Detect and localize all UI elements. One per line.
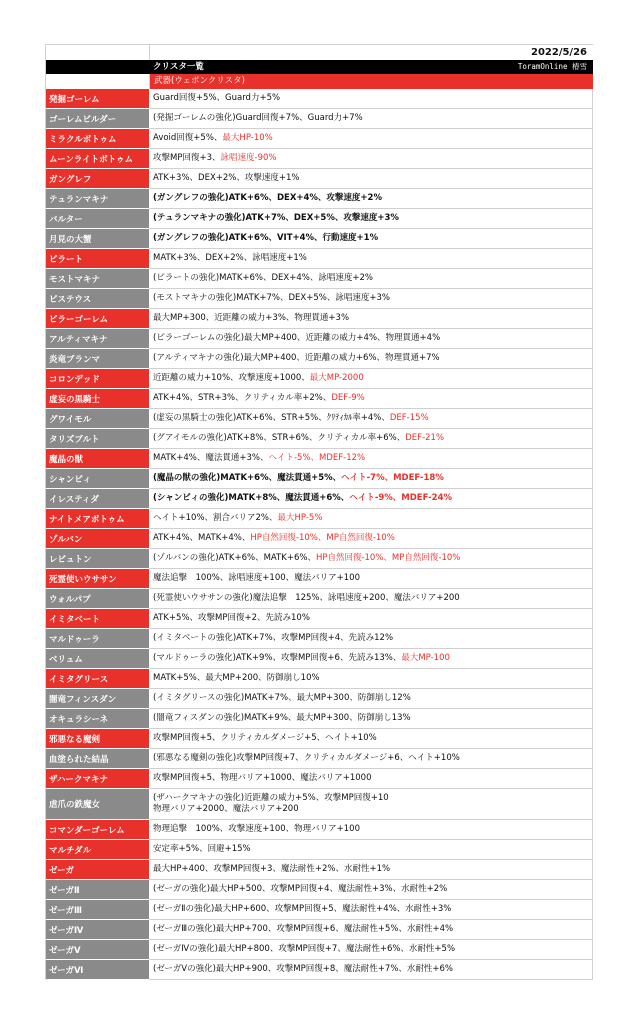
- crysta-effect: [149, 649, 593, 668]
- crysta-name: ザハークマキナ: [46, 769, 149, 789]
- crysta-name: ゼーガ: [46, 860, 149, 880]
- date-row: [46, 45, 593, 60]
- crysta-name: テュランマキナ: [46, 189, 149, 209]
- crysta-effect: [149, 629, 593, 648]
- crysta-effect-text: [153, 453, 365, 464]
- crysta-effect-text: [153, 153, 276, 164]
- crysta-effect-text: [153, 824, 360, 835]
- effect-text: (ピラーゴーレムの強化)最大MP+400、近距離の威力+4%、物理貫通+4%: [153, 333, 441, 343]
- crysta-effect: [149, 449, 593, 468]
- table-row: [46, 589, 593, 609]
- table-row: [46, 820, 593, 840]
- crysta-name: マルドゥーラ: [46, 629, 149, 649]
- table-row: [46, 149, 593, 169]
- table-row: [46, 609, 593, 629]
- table-row: [46, 529, 593, 549]
- table-row: [46, 349, 593, 369]
- crysta-name: アルティマキナ: [46, 329, 149, 349]
- table-row: [46, 549, 593, 569]
- table-row: [46, 249, 593, 269]
- crysta-effect: [149, 469, 593, 488]
- table-row: [46, 749, 593, 769]
- table-row: [46, 449, 593, 469]
- crysta-effect-text: [153, 253, 307, 264]
- table-row: [46, 269, 593, 289]
- crysta-name: グワイモル: [46, 409, 149, 429]
- table-row: [46, 409, 593, 429]
- crysta-name: ゼーガⅥ: [46, 960, 149, 980]
- effect-text: (アルティマキナの強化)最大MP+400、近距離の威力+6%、物理貫通+7%: [153, 353, 440, 363]
- crysta-effect: [149, 569, 593, 588]
- effect-penalty-text: ヘイト-7%、MDEF-18%: [341, 473, 444, 483]
- crysta-name: 月見の大蟹: [46, 229, 149, 249]
- table-row: [46, 329, 593, 349]
- effect-penalty-text: 最大MP-2000: [309, 373, 364, 383]
- crysta-effect: [149, 389, 593, 408]
- crysta-effect: [149, 349, 593, 368]
- crysta-effect: [149, 89, 593, 108]
- crysta-name: ミラクルボトゥム: [46, 129, 149, 149]
- crysta-effect-text: [153, 884, 447, 895]
- table-row: [46, 880, 593, 900]
- table-row: [46, 709, 593, 729]
- crysta-name: ピラート: [46, 249, 149, 269]
- crysta-effect-text: [153, 373, 364, 384]
- crysta-effect-text: [153, 193, 382, 204]
- crysta-effect: [149, 489, 593, 508]
- section-header-spacer: [46, 74, 150, 89]
- effect-text: (魔晶の獣の強化)MATK+6%、魔法貫通+5%、: [153, 473, 342, 483]
- crysta-name: コロンデッド: [46, 369, 149, 389]
- effect-text: (ガングレフの強化)ATK+6%、DEX+4%、攻撃速度+2%: [153, 193, 382, 203]
- table-row: [46, 940, 593, 960]
- crysta-name: ゼーガⅢ: [46, 900, 149, 920]
- section-header: [46, 74, 593, 89]
- crysta-name: ピラーゴーレム: [46, 309, 149, 329]
- table-row: [46, 840, 593, 860]
- table-row: [46, 189, 593, 209]
- crysta-name: 闇竜フィンスダン: [46, 689, 149, 709]
- effect-text: ヘイト+10%、割合バリア2%、: [153, 513, 278, 523]
- crysta-effect: [149, 709, 593, 728]
- crysta-effect: [149, 729, 593, 748]
- table-row: [46, 109, 593, 129]
- crysta-name: ゼーガⅡ: [46, 880, 149, 900]
- effect-penalty-text: HP自然回復-10%、MP自然回復-10%: [250, 533, 395, 543]
- crysta-sheet: [45, 44, 593, 980]
- table-row: [46, 649, 593, 669]
- effect-text: MATK+3%、DEX+2%、詠唱速度+1%: [153, 253, 307, 263]
- title-bar-content: [149, 60, 593, 74]
- crysta-effect: [149, 529, 593, 548]
- effect-text: 近距離の威力+10%、攻撃速度+1000、: [153, 373, 310, 383]
- crysta-name: 魔晶の獣: [46, 449, 149, 469]
- crysta-name: コマンダーゴーレム: [46, 820, 149, 840]
- table-row: [46, 860, 593, 880]
- effect-text: ATK+5%、攻撃MP回復+2、先読み10%: [153, 613, 310, 623]
- effect-text: (ゼーガⅣの強化)最大HP+800、攻撃MP回復+7、魔法耐性+6%、水耐性+5%: [153, 944, 456, 954]
- table-row: [46, 429, 593, 449]
- table-row: [46, 469, 593, 489]
- table-row: [46, 569, 593, 589]
- effect-text: Guard回復+5%、Guard力+5%: [153, 93, 281, 103]
- crysta-effect: [149, 900, 593, 919]
- crysta-effect-text: [153, 93, 280, 104]
- crysta-effect-text: [153, 273, 373, 284]
- crysta-name: ムーンライトボトゥム: [46, 149, 149, 169]
- crysta-name: 虐爪の鉄魔女: [46, 789, 149, 820]
- crysta-effect-text: [153, 964, 453, 975]
- crysta-effect: [149, 860, 593, 879]
- effect-penalty-text: DEF-9%: [331, 393, 365, 403]
- effect-text: (グアイモルの強化)ATK+8%、STR+6%、クリティカル率+6%、: [153, 433, 406, 443]
- effect-text: (ガングレフの強化)ATK+6%、VIT+4%、行動速度+1%: [153, 233, 379, 243]
- effect-text: (邪悪なる魔剣の強化)攻撃MP回復+7、クリティカルダメージ+6、ヘイト+10%: [153, 753, 460, 763]
- effect-text: MATK+4%、魔法貫通+3%、: [153, 453, 269, 463]
- effect-text: (シャンビィの強化)MATK+8%、魔法貫通+6%、: [153, 493, 350, 503]
- crysta-name: モストマキナ: [46, 269, 149, 289]
- effect-text: (闇竜フィスダンの強化)MATK+9%、最大MP+300、防御崩し13%: [153, 713, 411, 723]
- effect-text: (虚妄の黒騎士の強化)ATK+6%、STR+5%、ｸﾘﾃｨｶﾙ率+4%、: [153, 413, 390, 423]
- crysta-effect-text: [153, 313, 349, 324]
- crysta-name: タリズブルト: [46, 429, 149, 449]
- crysta-effect-text: [153, 924, 453, 935]
- effect-text: (イミタグリースの強化)MATK+7%、最大MP+300、防御崩し12%: [153, 693, 411, 703]
- crysta-effect: [149, 129, 593, 148]
- crysta-name: ゼーガⅤ: [46, 940, 149, 960]
- crysta-name: ゴーレムビルダー: [46, 109, 149, 129]
- crysta-effect-text: [153, 753, 460, 764]
- effect-text: Avoid回復+5%、: [153, 133, 223, 143]
- crysta-effect-text: [153, 633, 393, 644]
- crysta-effect-text: [153, 433, 444, 444]
- crysta-effect-text: [153, 233, 378, 244]
- crysta-name: オキュラシーネ: [46, 709, 149, 729]
- crysta-effect-text: [153, 844, 251, 855]
- crysta-effect-text: [153, 533, 395, 544]
- crysta-effect-text: [153, 864, 390, 875]
- crysta-name: ガングレフ: [46, 169, 149, 189]
- effect-text: (発掘ゴーレムの強化)Guard回復+7%、Guard力+7%: [153, 113, 363, 123]
- table-row: [46, 289, 593, 309]
- crysta-effect: [149, 109, 593, 128]
- effect-text: (ザハークマキナの強化)近距離の威力+5%、攻撃MP回復+10: [153, 793, 389, 803]
- effect-text: 安定率+5%、回避+15%: [153, 844, 251, 854]
- section-title: 武器(ウェポンクリスタ): [150, 74, 593, 89]
- crysta-effect-text: [153, 353, 440, 364]
- crysta-effect: [149, 269, 593, 288]
- crysta-name: イミタグリース: [46, 669, 149, 689]
- table-row: [46, 209, 593, 229]
- crysta-effect-text: [153, 613, 310, 624]
- crysta-effect-text: [153, 213, 399, 224]
- effect-penalty-text: DEF-15%: [389, 413, 429, 423]
- crysta-effect-text: [153, 413, 429, 424]
- table-row: [46, 89, 593, 109]
- crysta-effect: [149, 940, 593, 959]
- effect-text: (ゼーガの強化)最大HP+500、攻撃MP回復+4、魔法耐性+3%、水耐性+2%: [153, 884, 448, 894]
- crysta-effect: [149, 329, 593, 348]
- crysta-effect-text: [153, 733, 377, 744]
- crysta-effect: [149, 409, 593, 428]
- table-row: [46, 229, 593, 249]
- date-row-spacer: [46, 45, 150, 60]
- table-row: [46, 729, 593, 749]
- effect-text: 物理追撃 100%、攻撃速度+100、物理バリア+100: [153, 824, 360, 834]
- table-row: [46, 629, 593, 649]
- effect-text: (死霊使いウササンの強化)魔法追撃 125%、詠唱速度+200、魔法バリア+200: [153, 593, 460, 603]
- crysta-effect-text: [153, 473, 444, 484]
- effect-text: MATK+5%、最大MP+200、防御崩し10%: [153, 673, 320, 683]
- effect-penalty-text: ヘイト-5%、MDEF-12%: [268, 453, 366, 463]
- crysta-name: 死霊使いウササン: [46, 569, 149, 589]
- crysta-name: ピステウス: [46, 289, 149, 309]
- table-row: [46, 389, 593, 409]
- crysta-effect: [149, 309, 593, 328]
- date-label: 2022/5/26: [530, 47, 587, 58]
- effect-text: 魔法追撃 100%、詠唱速度+100、魔法バリア+100: [153, 573, 360, 583]
- effect-text: 攻撃MP回復+5、物理バリア+1000、魔法バリア+1000: [153, 773, 372, 783]
- crysta-name: 発掘ゴーレム: [46, 89, 149, 109]
- crysta-name: ベリュム: [46, 649, 149, 669]
- crysta-name: 炎竜ブランマ: [46, 349, 149, 369]
- effect-text: (テュランマキナの強化)ATK+7%、DEX+5%、攻撃速度+3%: [153, 213, 399, 223]
- effect-text: (ゼーガⅢの強化)最大HP+700、攻撃MP回復+6、魔法耐性+5%、水耐性+4%: [153, 924, 454, 934]
- crysta-effect-text: [153, 133, 273, 144]
- effect-penalty-text: 詠唱速度-90%: [220, 153, 277, 163]
- crysta-table: [46, 89, 593, 980]
- crysta-effect-text: [153, 393, 365, 404]
- crysta-effect: [149, 369, 593, 388]
- effect-penalty-text: HP自然回復-10%、MP自然回復-10%: [315, 553, 461, 563]
- effect-penalty-text: 最大HP-10%: [222, 133, 273, 143]
- crysta-name: 血塗られた結晶: [46, 749, 149, 769]
- crysta-effect: [149, 880, 593, 899]
- effect-text: 最大MP+300、近距離の威力+3%、物理貫通+3%: [153, 313, 350, 323]
- table-row: [46, 309, 593, 329]
- crysta-effect-text: [153, 553, 460, 564]
- effect-text: (モストマキナの強化)MATK+7%、DEX+5%、詠唱速度+3%: [153, 293, 390, 303]
- crysta-name: シャンビィ: [46, 469, 149, 489]
- crysta-effect: [149, 769, 593, 788]
- crysta-effect: [149, 549, 593, 568]
- crysta-effect-text: [153, 793, 389, 815]
- crysta-name: イレスティダ: [46, 489, 149, 509]
- crysta-name: ウォルパプ: [46, 589, 149, 609]
- crysta-effect: [149, 189, 593, 208]
- table-row: [46, 920, 593, 940]
- table-row: [46, 489, 593, 509]
- crysta-effect-text: [153, 904, 451, 915]
- crysta-name: レビュトン: [46, 549, 149, 569]
- table-row: [46, 769, 593, 789]
- crysta-effect-text: [153, 573, 360, 584]
- table-row: [46, 689, 593, 709]
- crysta-effect-text: [153, 944, 455, 955]
- crysta-effect: [149, 509, 593, 528]
- crysta-effect: [149, 429, 593, 448]
- crysta-effect: [149, 209, 593, 228]
- credit-label: ToramOnline 椿雪: [517, 62, 587, 71]
- effect-text: ATK+4%、MATK+4%、: [153, 533, 251, 543]
- crysta-effect: [149, 689, 593, 708]
- crysta-effect: [149, 820, 593, 839]
- crysta-name: ゼーガⅣ: [46, 920, 149, 940]
- crysta-name: 虚妄の黒騎士: [46, 389, 149, 409]
- effect-text: ATK+4%、STR+3%、クリティカル率+2%、: [153, 393, 332, 403]
- effect-text: (イミタベートの強化)ATK+7%、攻撃MP回復+4、先読み12%: [153, 633, 394, 643]
- crysta-effect: [149, 289, 593, 308]
- effect-text: (ピラートの強化)MATK+6%、DEX+4%、詠唱速度+2%: [153, 273, 373, 283]
- crysta-effect-text: [153, 713, 411, 724]
- crysta-effect: [149, 229, 593, 248]
- crysta-effect: [149, 669, 593, 688]
- crysta-name: ナイトメアボトゥム: [46, 509, 149, 529]
- crysta-effect-text: [153, 513, 322, 524]
- title-bar: [46, 60, 593, 74]
- crysta-effect: [149, 840, 593, 859]
- effect-text: (ゼーガⅡの強化)最大HP+600、攻撃MP回復+5、魔法耐性+4%、水耐性+3%: [153, 904, 452, 914]
- crysta-effect-text: [153, 653, 450, 664]
- effect-text: (マルドゥーラの強化)ATK+9%、攻撃MP回復+6、先読み13%、: [153, 653, 402, 663]
- crysta-effect: [149, 749, 593, 768]
- effect-text: 物理バリア+2000、魔法バリア+200: [153, 804, 299, 814]
- crysta-effect-text: [153, 673, 320, 684]
- table-row: [46, 129, 593, 149]
- crysta-effect-text: [153, 113, 363, 124]
- effect-penalty-text: 最大HP-5%: [277, 513, 323, 523]
- page-title: クリスタ一覧: [153, 62, 204, 72]
- table-row: [46, 960, 593, 980]
- crysta-effect-text: [153, 693, 411, 704]
- table-row: [46, 509, 593, 529]
- crysta-name: イミタベート: [46, 609, 149, 629]
- crysta-name: バルター: [46, 209, 149, 229]
- crysta-effect-text: [153, 773, 372, 784]
- effect-text: 攻撃MP回復+3、: [153, 153, 221, 163]
- crysta-effect: [149, 960, 593, 979]
- crysta-effect-text: [153, 593, 460, 604]
- crysta-effect-text: [153, 493, 452, 504]
- effect-text: (ゾルバンの強化)ATK+6%、MATK+6%、: [153, 553, 316, 563]
- table-row: [46, 789, 593, 820]
- effect-penalty-text: ヘイト-9%、MDEF-24%: [349, 493, 453, 503]
- table-row: [46, 669, 593, 689]
- effect-text: ATK+3%、DEX+2%、攻撃速度+1%: [153, 173, 300, 183]
- effect-text: (ゼーガⅤの強化)最大HP+900、攻撃MP回復+8、魔法耐性+7%、水耐性+6%: [153, 964, 454, 974]
- effect-penalty-text: 最大MP-100: [401, 653, 450, 663]
- effect-text: 攻撃MP回復+5、クリティカルダメージ+5、ヘイト+10%: [153, 733, 377, 743]
- table-row: [46, 900, 593, 920]
- title-bar-spacer: [46, 60, 149, 74]
- table-row: [46, 369, 593, 389]
- effect-penalty-text: DEF-21%: [405, 433, 445, 443]
- crysta-effect: [149, 249, 593, 268]
- crysta-name: マルチダル: [46, 840, 149, 860]
- crysta-effect: [149, 149, 593, 168]
- crysta-effect: [149, 169, 593, 188]
- crysta-name: ゾルバン: [46, 529, 149, 549]
- crysta-effect-text: [153, 293, 390, 304]
- crysta-effect: [149, 609, 593, 628]
- table-row: [46, 169, 593, 189]
- crysta-effect: [149, 920, 593, 939]
- crysta-effect-text: [153, 173, 299, 184]
- crysta-effect-text: [153, 333, 440, 344]
- crysta-name: 邪悪なる魔剣: [46, 729, 149, 749]
- crysta-effect: [149, 789, 593, 819]
- effect-text: 最大HP+400、攻撃MP回復+3、魔法耐性+2%、水耐性+1%: [153, 864, 391, 874]
- crysta-effect: [149, 589, 593, 608]
